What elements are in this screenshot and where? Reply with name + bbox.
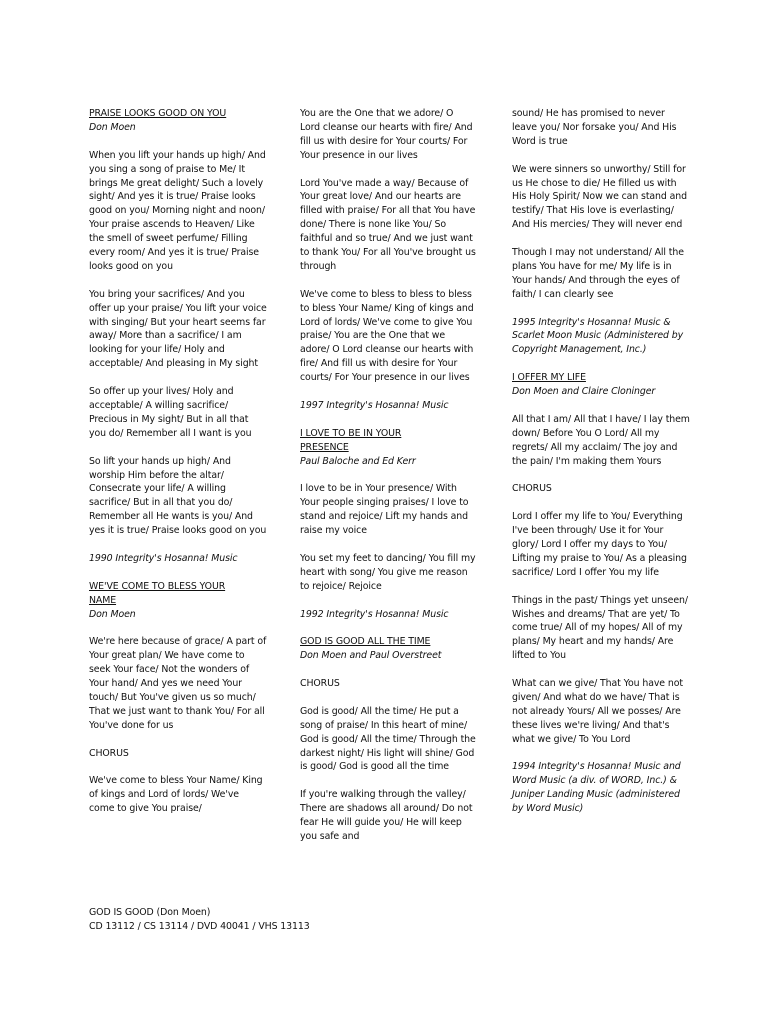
song-title: WE'VE COME TO BLESS YOUR NAME: [89, 580, 226, 606]
chorus-marker: CHORUS: [300, 678, 340, 690]
lyric-verse: God is good/ All the time/ He put a song of praise/ In this heart of mine/ God is good/ All the time/ Through the darkest night/ His light will shine/ God is good/ God is good all the time: [300, 705, 476, 773]
chorus-marker: CHORUS: [512, 483, 552, 495]
song-title: I OFFER MY LIFE: [512, 372, 586, 384]
lyric-verse: You set my feet to dancing/ You fill my heart with song/ You give me reason to rejoice/ Rejoice: [300, 552, 476, 592]
lyric-verse: We've come to bless to bless to bless to bless Your Name/ King of kings and Lord of lords/ We've come to give You praise/ You are the One that we adore/ O Lord cleanse our hearts with fire/ And fill us with desire for Your courts/ For Your presence in our lives: [300, 288, 474, 384]
song-author: Don Moen: [89, 608, 136, 620]
chorus-marker: CHORUS: [89, 747, 129, 759]
copyright-note: 1995 Integrity's Hosanna! Music & Scarlet Moon Music (Administered by Copyright Management, Inc.): [512, 316, 684, 356]
song-author: Don Moen and Claire Cloninger: [512, 386, 656, 398]
column-2: [300, 107, 476, 858]
album-footer: [89, 906, 310, 934]
copyright-note: 1994 Integrity's Hosanna! Music and Word Music (a div. of WORD, Inc.) & Juniper Landing Music (administered by Word Music): [512, 761, 681, 815]
lyric-verse: You are the One that we adore/ O Lord cleanse our hearts with fire/ And fill us with desire for Your courts/ For Your presence in our lives: [300, 108, 473, 161]
song-i-love-to-be: [300, 427, 476, 469]
song-author: Paul Baloche and Ed Kerr: [300, 455, 416, 467]
lyric-verse: So offer up your lives/ Holy and acceptable/ A willing sacrifice/ Precious in My sight/ But in all that you do/ Remember all I want is you: [89, 386, 252, 439]
lyric-verse: Lord You've made a way/ Because of Your great love/ And our hearts are filled with praise/ For all that You have done/ There is none like You/ So faithful and so true/ And we just want to thank You/ For all You've brought us through: [300, 177, 476, 272]
song-weve-come-to-bless: [89, 580, 267, 622]
copyright-note: 1990 Integrity's Hosanna! Music: [89, 552, 238, 564]
lyric-verse: Though I may not understand/ All the plans You have for me/ My life is in Your hands/ And through the eyes of faith/ I can clearly see: [512, 247, 684, 300]
lyric-verse: We've come to bless Your Name/ King of kings and Lord of lords/ We've come to give You praise/: [89, 775, 263, 815]
song-author: Don Moen: [89, 121, 136, 133]
lyric-verse: All that I am/ All that I have/ I lay them down/ Before You O Lord/ All my regrets/ All my acclaim/ The joy and the pain/ I'm making them Yours: [512, 413, 690, 467]
song-praise-looks-good: [89, 107, 267, 135]
lyric-verse: When you lift your hands up high/ And you sing a song of praise to Me/ It brings Me great delight/ Such a lovely sight/ And yes it is true/ Praise looks good on you/ Morning night and noon/ Your praise ascends to Heaven/ Like the smell of sweet perfume/ Filling every room/ And yes it is true/ Praise looks good on you: [89, 149, 266, 272]
lyric-verse: We're here because of grace/ A part of Your great plan/ We have come to seek Your face/ Not the wonders of Your hand/ And yes we need Your touch/ But You've given us so much/ That we just want to thank You/ For all You've done for us: [89, 636, 267, 731]
column-1: [89, 107, 267, 830]
copyright-note: 1997 Integrity's Hosanna! Music: [300, 399, 449, 411]
lyric-verse: We were sinners so unworthy/ Still for us He chose to die/ He filled us with His Holy Spirit/ Now we can stand and testify/ That His love is everlasting/ And His mercies/ They will never end: [512, 163, 687, 231]
lyric-verse: sound/ He has promised to never leave you/ Nor forsake you/ And His Word is true: [512, 108, 677, 147]
song-title: PRAISE LOOKS GOOD ON YOU: [89, 108, 227, 119]
copyright-note: 1992 Integrity's Hosanna! Music: [300, 608, 449, 620]
lyric-verse: You bring your sacrifices/ And you offer up your praise/ You lift your voice with singing/ But your heart seems far away/ More than a sacrifice/ I am looking for your life/ Holy and acceptable/ And pleasing in My sight: [89, 288, 267, 370]
lyric-verse: So lift your hands up high/ And worship Him before the altar/ Consecrate your life/ A willing sacrifice/ But in all that you do/ Remember all He wants is you/ And yes it is true/ Praise looks good on you: [89, 455, 267, 537]
catalog-numbers: CD 13112 / CS 13114 / DVD 40041 / VHS 13113: [89, 920, 310, 932]
album-title: GOD IS GOOD (Don Moen): [89, 907, 211, 918]
lyric-verse: Lord I offer my life to You/ Everything I've been through/ Use it for Your glory/ Lord I offer my days to You/ Lifting my praise to You/ As a pleasing sacrifice/ Lord I offer You my life: [512, 511, 687, 578]
lyric-verse: Things in the past/ Things yet unseen/ Wishes and dreams/ That are yet/ To come true/ All of my hopes/ All of my plans/ My heart and my hands/ Are lifted to You: [512, 594, 688, 662]
lyric-verse: If you're walking through the valley/ There are shadows all around/ Do not fear He will guide you/ He will keep you safe and: [300, 789, 473, 842]
song-title: GOD IS GOOD ALL THE TIME: [300, 636, 431, 648]
song-i-offer-my-life: [512, 371, 690, 399]
song-author: Don Moen and Paul Overstreet: [300, 650, 442, 662]
lyric-verse: I love to be in Your presence/ With Your people singing praises/ I love to stand and rejoice/ Lift my hands and raise my voice: [300, 483, 469, 537]
song-god-is-good: [300, 635, 476, 663]
column-3: [512, 107, 690, 830]
lyric-verse: What can we give/ That You have not given/ And what do we have/ That is not already Yours/ All we posses/ Are these lives we're living/ And that's what we give/ To You Lord: [512, 678, 683, 745]
song-title: I LOVE TO BE IN YOUR PRESENCE: [300, 427, 402, 453]
